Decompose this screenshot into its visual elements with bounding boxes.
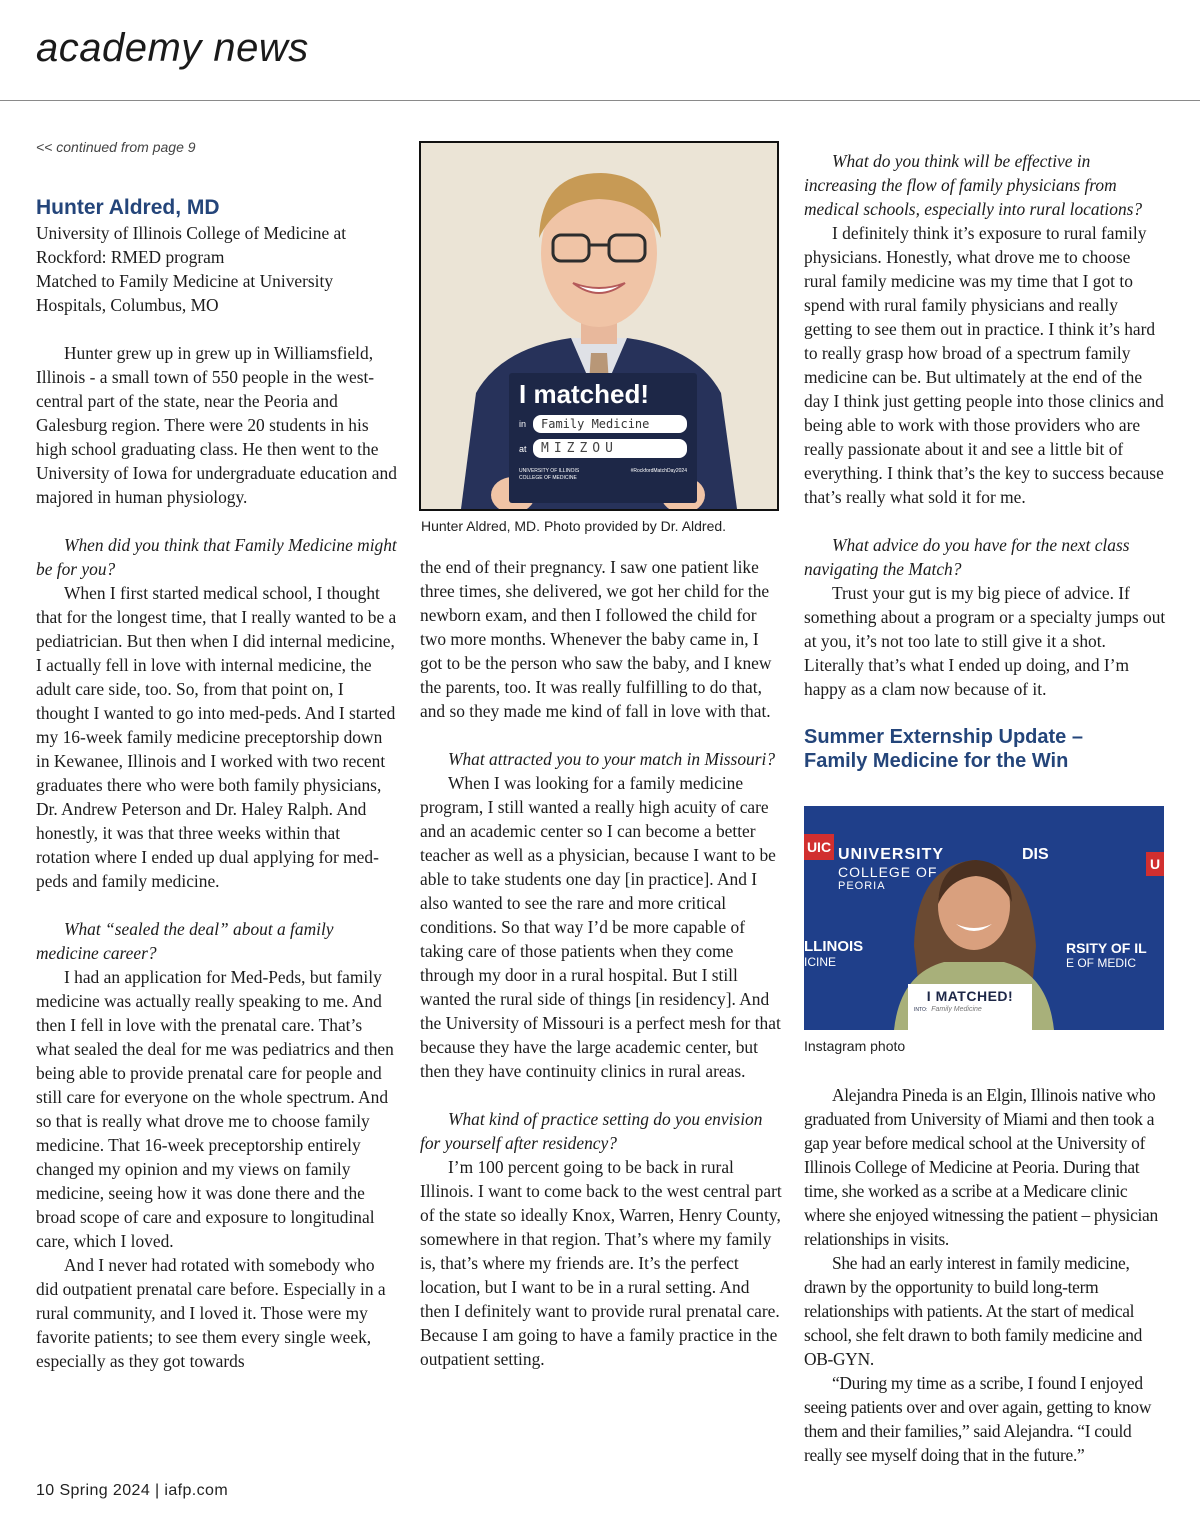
continued-from-note: << continued from page 9 [36, 139, 196, 155]
question-5: What do you think will be effective in increasing the flow of family physicians from medical schools, especially into rural locations? [804, 151, 1143, 219]
profile-match-line-1: Matched to Family Medicine at University [36, 271, 334, 291]
answer-2-end: the end of their pregnancy. I saw one patient like three times, she delivered, we got her child for the newborn exam, and then I followed the child for two more months. Whenever the baby came in, I got to be the person who saw the baby, and I knew the parents, too. It was really fulfilling to do that, and so they made me kind of fall in love with that. [420, 557, 772, 721]
sign-title: I MATCHED! [926, 988, 1014, 1004]
sign-at-label: at [519, 443, 527, 454]
banner-right-1: RSITY OF IL [1066, 940, 1147, 956]
question-3: What attracted you to your match in Missouri? [448, 749, 776, 769]
profile-school-line-1: University of Illinois College of Medicine at [36, 223, 347, 243]
banner-right-top: DIS [1022, 846, 1049, 863]
photo-1-caption: Hunter Aldred, MD. Photo provided by Dr. Aldred. [421, 518, 727, 534]
externship-heading-line-1: Summer Externship Update – [804, 726, 1083, 748]
alejandra-paragraph-1: Alejandra Pineda is an Elgin, Illinois native who graduated from University of Miami and then took a gap year before medical school at the University of Illinois College of Medicine at Peoria. During that time, she worked as a scribe at a Medicare clinic where she enjoyed witnessing the patient – physician relationships in visits. [804, 1085, 1158, 1249]
page-header [0, 0, 1200, 101]
profile-match-line-2: Hospitals, Columbus, MO [36, 295, 219, 315]
profile-school-line-2: Rockford: RMED program [36, 247, 225, 267]
section-title: academy news [36, 26, 309, 70]
answer-6: Trust your gut is my big piece of advice. If something about a program or a specialty jumps out at you, it’s not too late to still give it a shot. Literally that’s what I ended up doing, and I’m happy as a clam now because of it. [804, 583, 1166, 699]
question-2: What “sealed the deal” about a family medicine career? [36, 919, 334, 963]
banner-right-2: E OF MEDIC [1066, 956, 1137, 970]
answer-2-continued: And I never had rotated with somebody who did outpatient prenatal care before. Especially in a rural community, and I loved it. Those were my favorite patients; to see them every single week, especially as they got towards [36, 1255, 386, 1371]
banner-college: COLLEGE OF [838, 864, 938, 880]
banner-left-2: ICINE [804, 955, 837, 969]
sign-in-label: in [519, 419, 527, 429]
hunter-aldred-photo [419, 141, 779, 511]
answer-5: I definitely think it’s exposure to rural family physicians. Honestly, what drove me to choose rural family medicine was my time that I got to spend with rural family physicians and really getting to see them out in practice. I think it’s hard to really grasp how broad of a spectrum family medicine can be. But ultimately at the end of the day I think just getting people into those clinics and being able to work with those providers who are really passionate about it and see a little bit of everything. I think that’s the key to success because that’s really what sold it for me. [804, 223, 1164, 507]
banner-university: UNIVERSITY [838, 846, 945, 863]
uic-logo: UIC [804, 834, 834, 860]
match-sign [509, 373, 697, 503]
question-6: What advice do you have for the next class navigating the Match? [804, 535, 1130, 579]
sign-into-label: INTO: [914, 1007, 928, 1013]
column-3-lower [804, 1083, 1166, 1467]
answer-4: I’m 100 percent going to be back in rural Illinois. I want to come back to the west central part of the state so ideally Knox, Warren, Henry County, somewhere in that region. That’s where my family is, that’s where my friends are. It’s the perfect location, but I want to be in a rural setting. And then I definitely want to provide rural prenatal care. Because I am going to have a family practice in the outpatient setting. [420, 1157, 782, 1369]
banner-u: U [1146, 852, 1164, 876]
sign-school: MIZZOU [533, 439, 687, 458]
answer-2: I had an application for Med-Peds, but family medicine was actually really speaking to me. And then I fell in love with the prenatal care. That’s what sealed the deal for me was pediatrics and then being able to provide prenatal care for people and still care for everyone on the whole spectrum. And so that is really what drove me to choose family medicine. That 16-week preceptorship entirely changed my opinion and my views on family medicine, seeing how it was done there and the broad scope of care and exposure to longitudinal care, which I loved. [36, 967, 394, 1251]
answer-3: When I was looking for a family medicine program, I still wanted a really high acuity of care and an academic center so I can become a better teacher as well as a physician, because I want to be able to take students one day [in practice]. And I also wanted to see the rare and more critical conditions. So that way I’d be more capable of taking care of those patients when they come through my door in a rural hospital. But I still wanted the rural side of things [in residency]. And the University of Missouri is a perfect mesh for that because they have the large academic center, but then they have continuity clinics in rural areas. [420, 773, 781, 1081]
question-1: When did you think that Family Medicine might be for you? [36, 535, 397, 579]
alejandra-paragraph-2: She had an early interest in family medicine, drawn by the opportunity to build long-term relationships with patients. At the start of medical school, she felt drawn to both family medicine and OB-GYN. [804, 1253, 1143, 1369]
externship-heading-line-2: Family Medicine for the Win [804, 750, 1069, 772]
alejandra-pineda-photo [804, 806, 1164, 1030]
photo-2-caption: Instagram photo [804, 1038, 906, 1054]
sign-specialty: Family Medicine [533, 415, 687, 433]
banner-left-1: LLINOIS [804, 938, 864, 955]
sign-logo-text: UNIVERSITY OF ILLINOIS COLLEGE OF MEDICINE [519, 468, 580, 481]
alejandra-paragraph-3: “During my time as a scribe, I found I enjoyed seeing patients over and over again, getting to know them and their families,” said Alejandra. “I could really see myself doing that in the future.” [804, 1373, 1152, 1465]
instagram-match-sign [908, 984, 1032, 1030]
column-2 [420, 555, 782, 1371]
profile-name: Hunter Aldred, MD [36, 196, 220, 219]
column-3 [804, 149, 1166, 773]
page-footer: 10 Spring 2024 | iafp.com [36, 1482, 229, 1499]
sign-hashtag: #RockfordMatchDay2024 [630, 468, 687, 474]
banner-peoria: PEORIA [838, 880, 886, 892]
column-1 [36, 195, 398, 1373]
intro-paragraph: Hunter grew up in grew up in Williamsfield, Illinois - a small town of 550 people in the west-central part of the state, near the Peoria and Galesburg region. There were 20 students in his high school graduating class. He then went to the University of Iowa for undergraduate education and majored in human physiology. [36, 343, 397, 507]
question-4: What kind of practice setting do you envision for yourself after residency? [420, 1109, 763, 1153]
sign-specialty: Family Medicine [931, 1006, 982, 1013]
sign-title: I matched! [519, 379, 650, 409]
answer-1: When I first started medical school, I thought that for the longest time, that I really wanted to be a pediatrician. But then when I did internal medicine, I actually fell in love with internal medicine, the adult care side, too. So, from that point on, I thought I wanted to go into med-peds. And I started my 16-week family medicine preceptorship down in Kewanee, Illinois and I worked with two recent graduates there who were both family physicians, Dr. Andrew Peterson and Dr. Haley Ralph. And honestly, it was that three weeks within that rotation where I ended up dual applying for med-peds and family medicine. [36, 583, 397, 891]
